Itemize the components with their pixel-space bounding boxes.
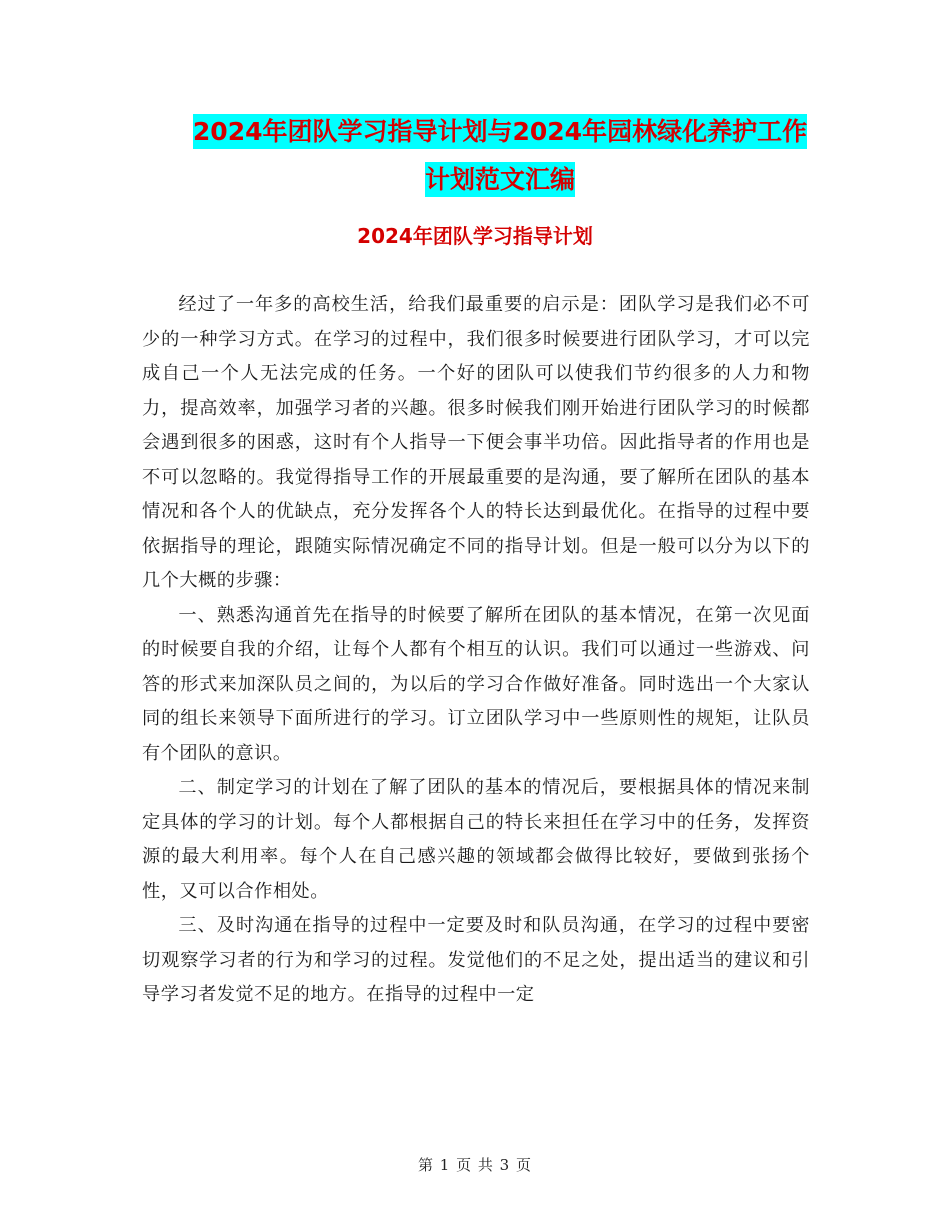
- paragraph-step-3: 三、及时沟通在指导的过程中一定要及时和队员沟通，在学习的过程中要密切观察学习者的行为和学习的过程。发觉他们的不足之处，提出适当的建议和引导学习者发觉不足的地方。在指导的过程中一定: [142, 915, 810, 1005]
- paragraph-step-2: 二、制定学习的计划在了解了团队的基本的情况后，要根据具体的情况来制定具体的学习的计划。每个人都根据自己的特长来担任在学习中的任务，发挥资源的最大利用率。每个人在自己感兴趣的领域都会做得比较好，要做到张扬个性，又可以合作相处。: [142, 777, 810, 902]
- document-title-line-2: 计划范文汇编: [425, 162, 575, 197]
- paragraph-step-1: 一、熟悉沟通首先在指导的时候要了解所在团队的基本情况，在第一次见面的时候要自我的介绍，让每个人都有个相互的认识。我们可以通过一些游戏、问答的形式来加深队员之间的，为以后的学习合作做好准备。同时选出一个大家认同的组长来领导下面所进行的学习。订立团队学习中一些原则性的规矩，让队员有个团队的意识。: [142, 604, 810, 764]
- paragraph-intro: 经过了一年多的高校生活，给我们最重要的启示是：团队学习是我们必不可少的一种学习方式。在学习的过程中，我们很多时候要进行团队学习，才可以完成自己一个人无法完成的任务。一个好的团队可以使我们节约很多的人力和物力，提高效率，加强学习者的兴趣。很多时候我们刚开始进行团队学习的时候都会遇到很多的困惑，这时有个人指导一下便会事半功倍。因此指导者的作用也是不可以忽略的。我觉得指导工作的开展最重要的是沟通，要了解所在团队的基本情况和各个人的优缺点，充分发挥各个人的特长达到最优化。在指导的过程中要依据指导的理论，跟随实际情况确定不同的指导计划。但是一般可以分为以下的几个大概的步骤：: [142, 294, 810, 591]
- section-title: 2024年团队学习指导计划: [357, 224, 593, 248]
- document-title-line-1: 2024年团队学习指导计划与2024年园林绿化养护工作: [193, 114, 807, 149]
- page-footer: 第 1 页 共 3 页: [418, 1156, 532, 1174]
- document-body: [142, 288, 810, 1013]
- document-title: [130, 108, 870, 204]
